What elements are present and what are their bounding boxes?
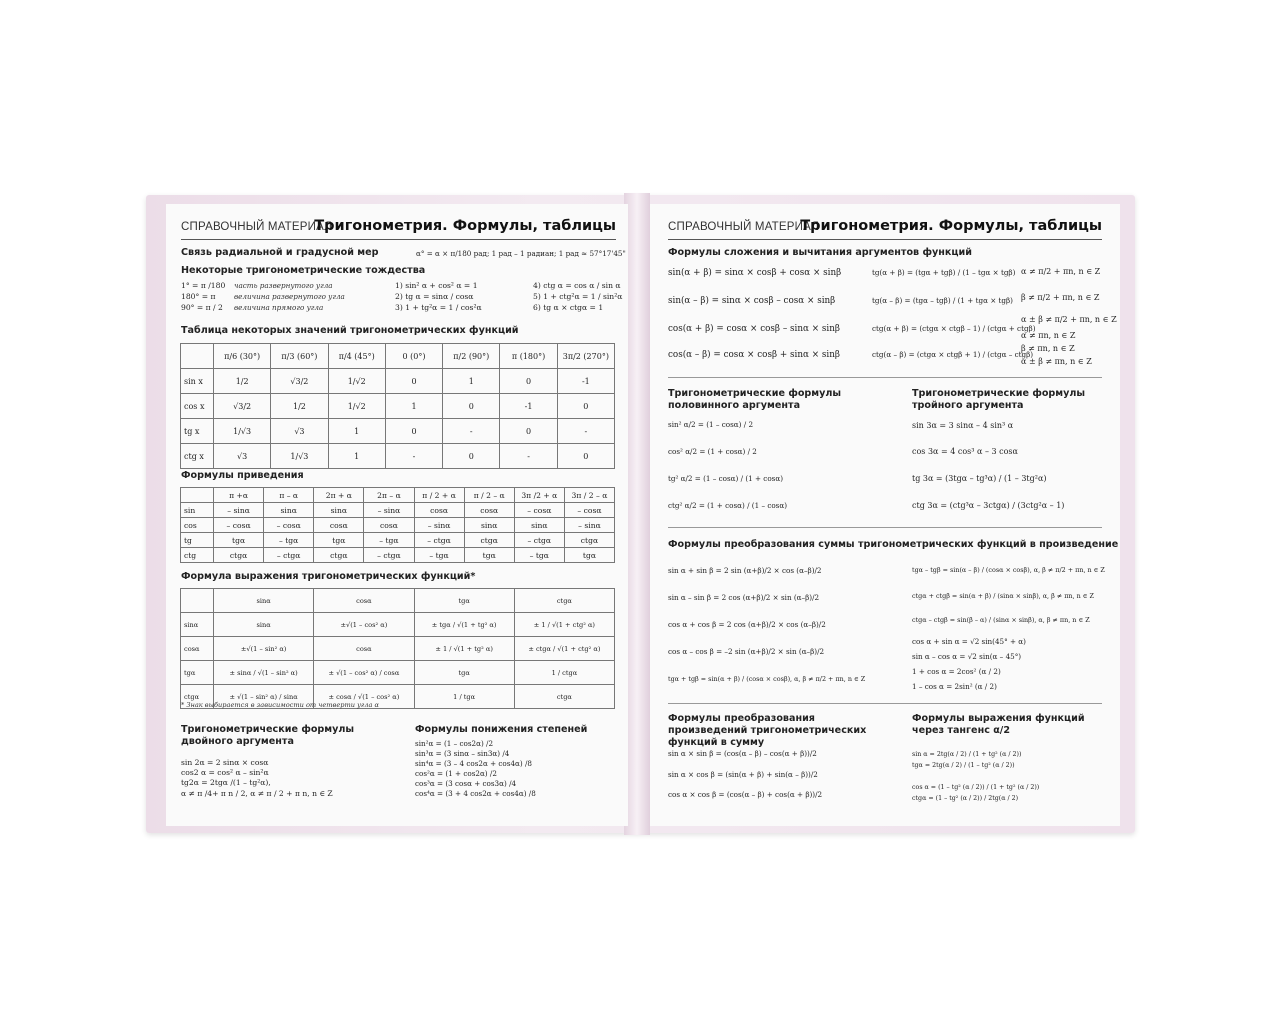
- table-cell: 0: [557, 444, 614, 469]
- tangent-formula: tgα = 2tg(α / 2) / (1 – tg² (α / 2)): [912, 762, 1015, 769]
- table-header-row: [181, 344, 615, 369]
- tangent-title: Формулы выражения функций через тангенс α/2: [912, 713, 1085, 736]
- header-cell: π/2 (90°): [443, 344, 500, 369]
- table-cell: 1/√2: [328, 394, 385, 419]
- table-cell: – tgα: [414, 548, 464, 563]
- table-cell: – ctgα: [264, 548, 314, 563]
- expression-table: [180, 588, 615, 709]
- header-cell: 0 (0°): [385, 344, 442, 369]
- divider: [668, 377, 1102, 378]
- table-cell: – cosα: [264, 518, 314, 533]
- table-cell: tgα: [214, 533, 264, 548]
- table-cell: ± √(1 – cos² α) / cosα: [314, 661, 414, 685]
- table-cell: 1 / ctgα: [514, 661, 614, 685]
- product-sum-title: Формулы преобразования произведений тригонометрических функций в сумму: [668, 713, 867, 748]
- table-cell: cosα: [314, 518, 364, 533]
- power-line: cos²α = (1 + cos2α) /2: [415, 769, 497, 778]
- table-cell: – ctgα: [414, 533, 464, 548]
- divider: [668, 527, 1102, 528]
- table-cell: √3: [271, 419, 328, 444]
- table-cell: sinα: [464, 518, 514, 533]
- header-cell: cosα: [314, 589, 414, 613]
- radian-formula: α° = α × π/180 рад; 1 рад – 1 радиан; 1 рад ≈ 57°17'45": [416, 249, 626, 258]
- table-cell: – tgα: [264, 533, 314, 548]
- table-cell: sinα: [214, 613, 314, 637]
- values-table: [180, 343, 615, 469]
- table-cell: – sinα: [364, 503, 414, 518]
- power-line: sin⁴α = (3 – 4 cos2α + cos4α) /8: [415, 759, 532, 768]
- header-cell: 3π /2 + α: [514, 488, 564, 503]
- sum-product-formula: ctgα – ctgβ = sin(β – α) / (sinα × sinβ), α, β ≠ πn, n ∈ Z: [912, 616, 1090, 624]
- table-cell: -: [500, 444, 557, 469]
- row-header-cell: tgα: [181, 661, 214, 685]
- table-cell: cosα: [364, 518, 414, 533]
- header-cell: 2π + α: [314, 488, 364, 503]
- left-page: [166, 204, 628, 826]
- addition-tan-formula: ctg(α – β) = (ctgα × ctgβ + 1) / (ctgα – ctgβ): [872, 350, 1034, 359]
- double-line: sin 2α = 2 sinα × cosα: [181, 758, 269, 767]
- table-cell: – sinα: [214, 503, 264, 518]
- identity: 5) 1 + ctg²α = 1 / sin²α: [533, 292, 623, 301]
- table-cell: tgα: [564, 548, 614, 563]
- identity: 6) tg α × ctgα = 1: [533, 303, 604, 312]
- sum-product-formula: ctgα + ctgβ = sin(α + β) / (sinα × sinβ), α, β ≠ πn, n ∈ Z: [912, 592, 1094, 600]
- table-row: [181, 661, 615, 685]
- sum-product-formula: sin α + sin β = 2 sin (α+β)/2 × cos (α–β)/2: [668, 566, 822, 575]
- table-cell: ctgα: [464, 533, 514, 548]
- addition-formula: cos(α – β) = cosα × cosβ + sinα × sinβ: [668, 350, 840, 360]
- tangent-formula: sin α = 2tg(α / 2) / (1 + tg² (α / 2)): [912, 751, 1022, 758]
- table-cell: – cosα: [214, 518, 264, 533]
- table-row: [181, 613, 615, 637]
- table-cell: tgα: [414, 661, 514, 685]
- row-header-cell: ctg: [181, 548, 214, 563]
- power-line: sin³α = (3 sinα – sin3α) /4: [415, 749, 510, 758]
- sum-product-formula: sin α – sin β = 2 cos (α+β)/2 × sin (α–β)/2: [668, 593, 820, 602]
- addition-title: Формулы сложения и вычитания аргументов функций: [668, 247, 972, 258]
- table-cell: 1: [443, 369, 500, 394]
- double-line: cos2 α = cos² α – sin²α: [181, 768, 269, 777]
- table-cell: 0: [443, 394, 500, 419]
- table-cell: – tgα: [514, 548, 564, 563]
- table-cell: ± tgα / √(1 + tg² α): [414, 613, 514, 637]
- table-cell: – tgα: [364, 533, 414, 548]
- table-cell: -1: [500, 394, 557, 419]
- identity: 1) sin² α + cos² α = 1: [395, 281, 478, 290]
- table-cell: cosα: [314, 637, 414, 661]
- section-label: СПРАВОЧНЫЙ МАТЕРИАЛ: [181, 221, 332, 233]
- power-title: Формулы понижения степеней: [415, 724, 588, 735]
- row-header-cell: cos: [181, 518, 214, 533]
- table-cell: ± 1 / √(1 + ctg² α): [514, 613, 614, 637]
- section-label: СПРАВОЧНЫЙ МАТЕРИАЛ: [668, 221, 819, 233]
- table-cell: 1/√2: [328, 369, 385, 394]
- table-row: [181, 637, 615, 661]
- header-cell: tgα: [414, 589, 514, 613]
- table-cell: – sinα: [414, 518, 464, 533]
- addition-tan-formula: ctg(α + β) = (ctgα × ctgβ – 1) / (ctgα + ctgβ): [872, 324, 1036, 333]
- triple-formula: cos 3α = 4 cos³ α – 3 cosα: [912, 447, 1018, 456]
- addition-tan-formula: tg(α + β) = (tgα + tgβ) / (1 – tgα × tgβ): [872, 268, 1016, 277]
- row-header-cell: cosα: [181, 637, 214, 661]
- header-cell: π / 2 + α: [414, 488, 464, 503]
- table-cell: – ctgα: [364, 548, 414, 563]
- table-cell: tgα: [314, 533, 364, 548]
- table-cell: 1/√3: [214, 419, 271, 444]
- half-formula: tg² α/2 = (1 – cosα) / (1 + cosα): [668, 474, 783, 483]
- table-cell: ±√(1 – cos² α): [314, 613, 414, 637]
- sum-product-formula: 1 – cos α = 2sin² (α / 2): [912, 682, 997, 691]
- triple-formula: tg 3α = (3tgα – tg³α) / (1 – 3tg²α): [912, 474, 1047, 483]
- row-header-cell: sin x: [181, 369, 214, 394]
- table-cell: -1: [557, 369, 614, 394]
- row-header-cell: cos x: [181, 394, 214, 419]
- table-cell: – cosα: [564, 503, 614, 518]
- header-cell: [181, 488, 214, 503]
- header-cell: π/3 (60°): [271, 344, 328, 369]
- header-cell: 3π/2 (270°): [557, 344, 614, 369]
- row-header-cell: tg x: [181, 419, 214, 444]
- identity-note: величина развернутого угла: [234, 292, 345, 301]
- sum-product-formula: cos α + cos β = 2 cos (α+β)/2 × cos (α–β)/2: [668, 620, 826, 629]
- table-cell: ctgα: [564, 533, 614, 548]
- header-rule: [181, 239, 616, 240]
- table-cell: 0: [385, 419, 442, 444]
- sum-product-formula: sin α – cos α = √2 sin(α – 45°): [912, 652, 1022, 661]
- table-cell: 0: [443, 444, 500, 469]
- identity-degree: 180° = π: [181, 292, 216, 301]
- table-cell: -: [443, 419, 500, 444]
- sum-product-formula: 1 + cos α = 2cos² (α / 2): [912, 667, 1001, 676]
- table-cell: – cosα: [514, 503, 564, 518]
- double-line: α ≠ π /4+ π n / 2, α ≠ π / 2 + π n, n ∈ Z: [181, 789, 333, 798]
- half-formula: cos² α/2 = (1 + cosα) / 2: [668, 447, 757, 456]
- identity-note: часть развернутого угла: [234, 281, 333, 290]
- power-line: cos⁴α = (3 + 4 cos2α + cos4α) /8: [415, 789, 536, 798]
- header-cell: π/6 (30°): [214, 344, 271, 369]
- header-cell: [181, 344, 214, 369]
- identity: 4) ctg α = cos α / sin α: [533, 281, 621, 290]
- table-row: [181, 533, 615, 548]
- product-sum-formula: cos α × cos β = (cos(α – β) + cos(α + β))/2: [668, 790, 823, 799]
- addition-tan-formula: tg(α – β) = (tgα – tgβ) / (1 + tgα × tgβ): [872, 296, 1013, 305]
- header-cell: 2π – α: [364, 488, 414, 503]
- addition-condition: α ± β ≠ π/2 + πn, n ∈ Z: [1021, 315, 1117, 324]
- table-cell: 1: [385, 394, 442, 419]
- header-cell: π – α: [264, 488, 314, 503]
- expression-note: * Знак выбирается в зависимости от четверти угла α: [181, 701, 379, 709]
- table-row: [181, 444, 615, 469]
- header-cell: 3π / 2 – α: [564, 488, 614, 503]
- table-cell: ctgα: [514, 685, 614, 709]
- table-cell: ± sinα / √(1 – sin² α): [214, 661, 314, 685]
- table-cell: sinα: [314, 503, 364, 518]
- header-cell: π/4 (45°): [328, 344, 385, 369]
- header-cell: π / 2 – α: [464, 488, 514, 503]
- sum-product-title: Формулы преобразования суммы тригонометрических функций в произведение: [668, 539, 1119, 550]
- sum-product-formula: tgα + tgβ = sin(α + β) / (cosα × cosβ), α, β ≠ π/2 + πn, n ∈ Z: [668, 675, 866, 683]
- half-formula: sin² α/2 = (1 – cosα) / 2: [668, 420, 754, 429]
- table-row: [181, 394, 615, 419]
- table-cell: 0: [500, 419, 557, 444]
- values-table-title: Таблица некоторых значений тригонометрических функций: [181, 325, 519, 336]
- table-row: [181, 369, 615, 394]
- table-cell: √3/2: [214, 394, 271, 419]
- identity-note: величина прямого угла: [234, 303, 324, 312]
- table-row: [181, 503, 615, 518]
- product-sum-formula: sin α × cos β = (sin(α + β) + sin(α – β))/2: [668, 770, 818, 779]
- table-cell: ±√(1 – sin² α): [214, 637, 314, 661]
- table-cell: ± 1 / √(1 + tg² α): [414, 637, 514, 661]
- row-header-cell: sin: [181, 503, 214, 518]
- header-cell: sinα: [214, 589, 314, 613]
- table-cell: ctgα: [214, 548, 264, 563]
- addition-formula: cos(α + β) = cosα × cosβ – sinα × sinβ: [668, 324, 840, 334]
- triple-formula: sin 3α = 3 sinα – 4 sin³ α: [912, 421, 1014, 430]
- table-cell: 0: [500, 369, 557, 394]
- table-cell: √3: [214, 444, 271, 469]
- reduction-table: [180, 487, 615, 563]
- table-cell: ± cosα / √(1 – cos² α): [314, 685, 414, 709]
- triple-formula: ctg 3α = (ctg³α – 3ctgα) / (3ctg²α – 1): [912, 501, 1065, 510]
- table-header-row: [181, 589, 615, 613]
- row-header-cell: ctgα: [181, 685, 214, 709]
- addition-condition: α ≠ πn, n ∈ Z: [1021, 331, 1076, 340]
- identity-degree: 1° = π /180: [181, 281, 226, 290]
- table-row: [181, 518, 615, 533]
- table-cell: – ctgα: [514, 533, 564, 548]
- table-row: [181, 548, 615, 563]
- table-cell: -: [557, 419, 614, 444]
- sum-product-formula: tgα – tgβ = sin(α – β) / (cosα × cosβ), α, β ≠ π/2 + πn, n ∈ Z: [912, 566, 1105, 574]
- double-title: Тригонометрические формулы двойного аргумента: [181, 724, 355, 747]
- identity: 2) tg α = sinα / cosα: [395, 292, 474, 301]
- table-cell: cosα: [414, 503, 464, 518]
- half-title: Тригонометрические формулы половинного аргумента: [668, 388, 842, 411]
- table-cell: 1/√3: [271, 444, 328, 469]
- table-header-row: [181, 488, 615, 503]
- header-cell: [181, 589, 214, 613]
- row-header-cell: tg: [181, 533, 214, 548]
- table-cell: ctgα: [314, 548, 364, 563]
- product-sum-formula: sin α × sin β = (cos(α – β) – cos(α + β))/2: [668, 749, 817, 758]
- table-cell: √3/2: [271, 369, 328, 394]
- addition-condition: α ≠ π/2 + πn, n ∈ Z: [1021, 267, 1101, 276]
- table-cell: 1/2: [214, 369, 271, 394]
- addition-condition: α ± β ≠ πn, n ∈ Z: [1021, 357, 1092, 366]
- expression-table-title: Формула выражения тригонометрических функций*: [181, 571, 476, 582]
- table-cell: ± ctgα / √(1 + ctg² α): [514, 637, 614, 661]
- table-cell: 1: [328, 419, 385, 444]
- table-cell: 0: [385, 369, 442, 394]
- table-cell: sinα: [514, 518, 564, 533]
- addition-formula: sin(α – β) = sinα × cosβ – cosα × sinβ: [668, 296, 836, 306]
- power-line: cos³α = (3 cosα + cos3α) /4: [415, 779, 517, 788]
- sum-product-formula: cos α + sin α = √2 sin(45° + α): [912, 637, 1026, 646]
- page-title: Тригонометрия. Формулы, таблицы: [800, 218, 1102, 234]
- triple-title: Тригонометрические формулы тройного аргумента: [912, 388, 1086, 411]
- table-cell: -: [385, 444, 442, 469]
- table-cell: tgα: [464, 548, 514, 563]
- power-line: sin²α = (1 – cos2α) /2: [415, 739, 494, 748]
- identities-title: Некоторые тригонометрические тождества: [181, 265, 426, 276]
- header-rule: [668, 239, 1102, 240]
- addition-formula: sin(α + β) = sinα × cosβ + cosα × sinβ: [668, 268, 842, 278]
- table-cell: 0: [557, 394, 614, 419]
- header-cell: π (180°): [500, 344, 557, 369]
- table-cell: 1/2: [271, 394, 328, 419]
- header-cell: ctgα: [514, 589, 614, 613]
- table-cell: – sinα: [564, 518, 614, 533]
- table-cell: cosα: [464, 503, 514, 518]
- table-cell: sinα: [264, 503, 314, 518]
- tangent-formula: ctgα = (1 – tg² (α / 2)) / 2tg(α / 2): [912, 795, 1019, 802]
- table-cell: 1 / tgα: [414, 685, 514, 709]
- sum-product-formula: cos α – cos β = –2 sin (α+β)/2 × sin (α–β)/2: [668, 647, 825, 656]
- table-cell: ± √(1 – sin² α) / sinα: [214, 685, 314, 709]
- double-line: tg2α = 2tgα /(1 – tg²α),: [181, 778, 271, 787]
- row-header-cell: sinα: [181, 613, 214, 637]
- right-page: [650, 204, 1120, 826]
- identity-degree: 90° = π / 2: [181, 303, 223, 312]
- identity: 3) 1 + tg²α = 1 / cos²α: [395, 303, 482, 312]
- row-header-cell: ctg x: [181, 444, 214, 469]
- divider: [668, 703, 1102, 704]
- table-row: [181, 419, 615, 444]
- half-formula: ctg² α/2 = (1 + cosα) / (1 – cosα): [668, 501, 788, 510]
- reduction-table-title: Формулы приведения: [181, 470, 304, 481]
- page-title: Тригонометрия. Формулы, таблицы: [314, 218, 616, 234]
- addition-condition: β ≠ πn, n ∈ Z: [1021, 344, 1075, 353]
- table-cell: 1: [328, 444, 385, 469]
- addition-condition: β ≠ π/2 + πn, n ∈ Z: [1021, 293, 1100, 302]
- radian-title: Связь радиальной и градусной мер: [181, 247, 379, 258]
- tangent-formula: cos α = (1 – tg² (α / 2)) / (1 + tg² (α / 2)): [912, 784, 1040, 791]
- header-cell: π +α: [214, 488, 264, 503]
